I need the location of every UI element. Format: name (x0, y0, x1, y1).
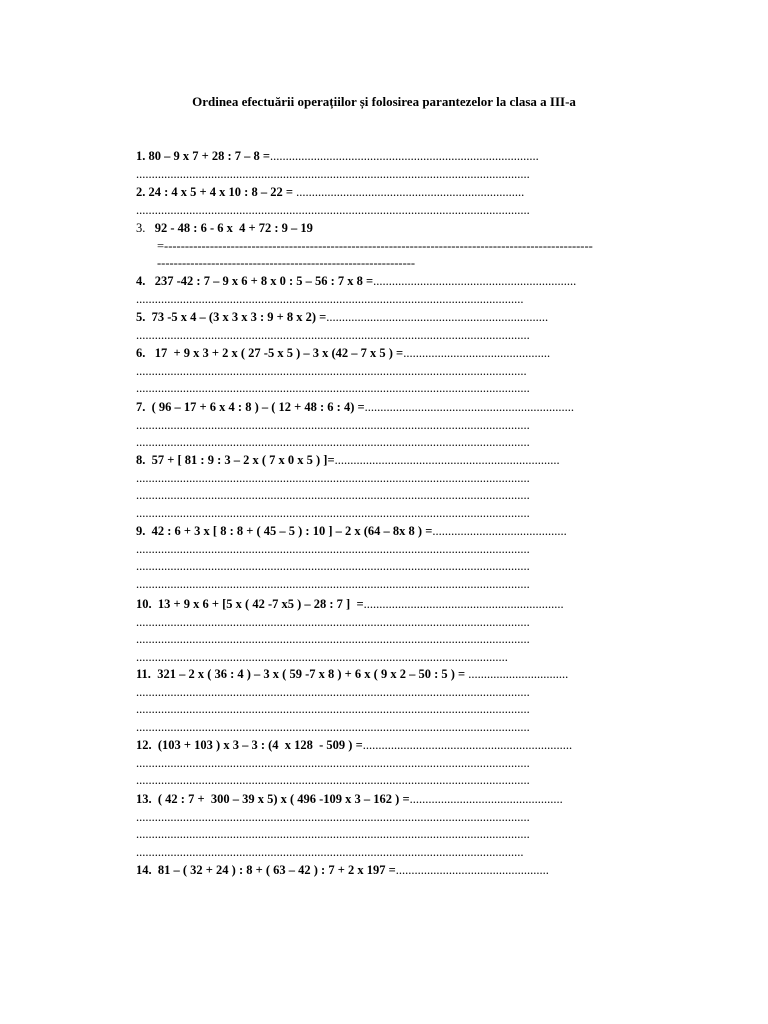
answer-line[interactable]: .............................................................................................................................. (136, 541, 530, 556)
exercise-number: 8. (136, 453, 146, 467)
answer-dots[interactable]: ...................................................................................... (270, 149, 539, 163)
answer-line[interactable]: .............................................................................................................................. (136, 505, 530, 520)
answer-line[interactable]: ............................................................................................................................. (136, 363, 527, 378)
exercise-expression: 24 : 4 x 5 + 4 x 10 : 8 – 22 = (145, 185, 297, 199)
exercise-line (136, 862, 656, 879)
exercise-number: 2. (136, 185, 146, 199)
exercise-expression: ( 42 : 7 + 300 – 39 x 5) x ( 496 -109 x 3 – 162 ) = (151, 792, 410, 806)
exercise-expression: 42 : 6 + 3 x [ 8 : 8 + ( 45 – 5 ) : 10 ] – 2 x (64 – 8x 8 ) = (145, 524, 433, 538)
exercise-line (136, 309, 656, 326)
answer-line[interactable]: .............................................................................................................................. (136, 559, 530, 574)
answer-line[interactable]: -------------------------------------------------------------- (157, 256, 416, 271)
page-title: Ordinea efectuării operațiilor și folosirea parantezelor la clasa a III-a (192, 94, 576, 109)
answer-line[interactable]: .............................................................................................................................. (136, 809, 530, 824)
exercise-expression: 57 + [ 81 : 9 : 3 – 2 x ( 7 x 0 x 5 ) ]= (145, 453, 335, 467)
exercise-number: 4. (136, 274, 146, 288)
answer-line[interactable]: ............................................................................................................................ (136, 844, 524, 859)
answer-dots[interactable]: ......................................................................... (296, 185, 525, 199)
exercise-number: 9. (136, 524, 146, 538)
exercise-expression: 17 + 9 x 3 + 2 x ( 27 -5 x 5 ) – 3 x (42 – 7 x 5 ) = (145, 346, 404, 360)
answer-dots[interactable]: ................................................. (409, 792, 563, 806)
exercise-number: 5. (136, 310, 146, 324)
answer-dots[interactable]: ....................................................................... (326, 310, 549, 324)
exercise-line (136, 184, 656, 201)
answer-dots[interactable]: ................................ (468, 667, 569, 681)
answer-line[interactable]: .............................................................................................................................. (136, 470, 530, 485)
answer-dots[interactable]: ................................................................ (363, 597, 564, 611)
answer-line[interactable]: .............................................................................................................................. (136, 488, 530, 503)
answer-line[interactable]: .............................................................................................................................. (136, 417, 530, 432)
exercise-expression: (103 + 103 ) x 3 – 3 : (4 x 128 - 509 ) = (151, 738, 363, 752)
answer-line[interactable]: .............................................................................................................................. (136, 614, 530, 629)
answer-dots[interactable]: ................................................................... (362, 738, 573, 752)
answer-line[interactable]: ............................................................................................................................ (136, 291, 524, 306)
exercise-line (136, 345, 656, 362)
exercise-number: 11. (136, 667, 151, 681)
exercise-line (136, 791, 656, 808)
answer-dots[interactable]: ............................................... (403, 346, 551, 360)
answer-line[interactable]: .............................................................................................................................. (136, 166, 530, 181)
exercise-expression: 80 – 9 x 7 + 28 : 7 – 8 = (145, 149, 271, 163)
exercise-expression: 73 -5 x 4 – (3 x 3 x 3 : 9 + 8 x 2) = (145, 310, 327, 324)
exercise-number: 7. (136, 400, 146, 414)
exercise-expression: 13 + 9 x 6 + [5 x ( 42 -7 x5 ) – 28 : 7 ] = (151, 597, 364, 611)
answer-line[interactable]: .............................................................................................................................. (136, 327, 530, 342)
answer-line[interactable]: .............................................................................................................................. (136, 381, 530, 396)
answer-line[interactable]: .............................................................................................................................. (136, 702, 530, 717)
answer-line[interactable]: .............................................................................................................................. (136, 632, 530, 647)
exercise-number: 3. (136, 221, 146, 235)
answer-dots[interactable]: ................................................. (395, 863, 549, 877)
answer-line[interactable]: .............................................................................................................................. (136, 755, 530, 770)
exercise-line (136, 452, 656, 469)
exercise-expression: ( 96 – 17 + 6 x 4 : 8 ) – ( 12 + 48 : 6 : 4) = (145, 400, 365, 414)
exercise-number: 12. (136, 738, 152, 752)
exercise-number: 13. (136, 792, 152, 806)
exercise-line (136, 148, 656, 165)
answer-line[interactable]: .............................................................................................................................. (136, 202, 530, 217)
exercise-line (136, 399, 656, 416)
answer-line[interactable]: .............................................................................................................................. (136, 773, 530, 788)
exercise-line (136, 523, 656, 540)
answer-line[interactable]: .............................................................................................................................. (136, 684, 530, 699)
answer-line[interactable]: .............................................................................................................................. (136, 576, 530, 591)
answer-dots[interactable]: ........................................... (432, 524, 567, 538)
exercise-line (136, 596, 656, 613)
exercise-number: 14. (136, 863, 152, 877)
exercise-expression: 321 – 2 x ( 36 : 4 ) – 3 x ( 59 -7 x 8 ) + 6 x ( 9 x 2 – 50 : 5 ) = (150, 667, 469, 681)
exercise-line (136, 666, 656, 683)
exercise-line (136, 737, 656, 754)
exercise-line (136, 273, 656, 290)
answer-dots[interactable]: ................................................................... (364, 400, 575, 414)
exercise-number: 1. (136, 149, 146, 163)
exercise-number: 10. (136, 597, 152, 611)
answer-line[interactable]: .............................................................................................................................. (136, 827, 530, 842)
answer-line[interactable]: .............................................................................................................................. (136, 435, 530, 450)
exercise-expression: 237 -42 : 7 – 9 x 6 + 8 x 0 : 5 – 56 : 7 x 8 = (145, 274, 374, 288)
answer-line[interactable]: ....................................................................................................................... (136, 649, 508, 664)
exercise-expression: 81 – ( 32 + 24 ) : 8 + ( 63 – 42 ) : 7 + 2 x 197 = (151, 863, 396, 877)
answer-dots[interactable]: ........................................................................ (334, 453, 560, 467)
answer-line[interactable]: .............................................................................................................................. (136, 719, 530, 734)
answer-dots[interactable]: ................................................................. (373, 274, 577, 288)
exercise-number: 6. (136, 346, 146, 360)
exercise-line (136, 220, 656, 237)
answer-line[interactable]: =------------------------------------------------------------------------------------------------------- (157, 238, 593, 253)
exercise-expression: 92 - 48 : 6 - 6 x 4 + 72 : 9 – 19 (145, 221, 313, 235)
